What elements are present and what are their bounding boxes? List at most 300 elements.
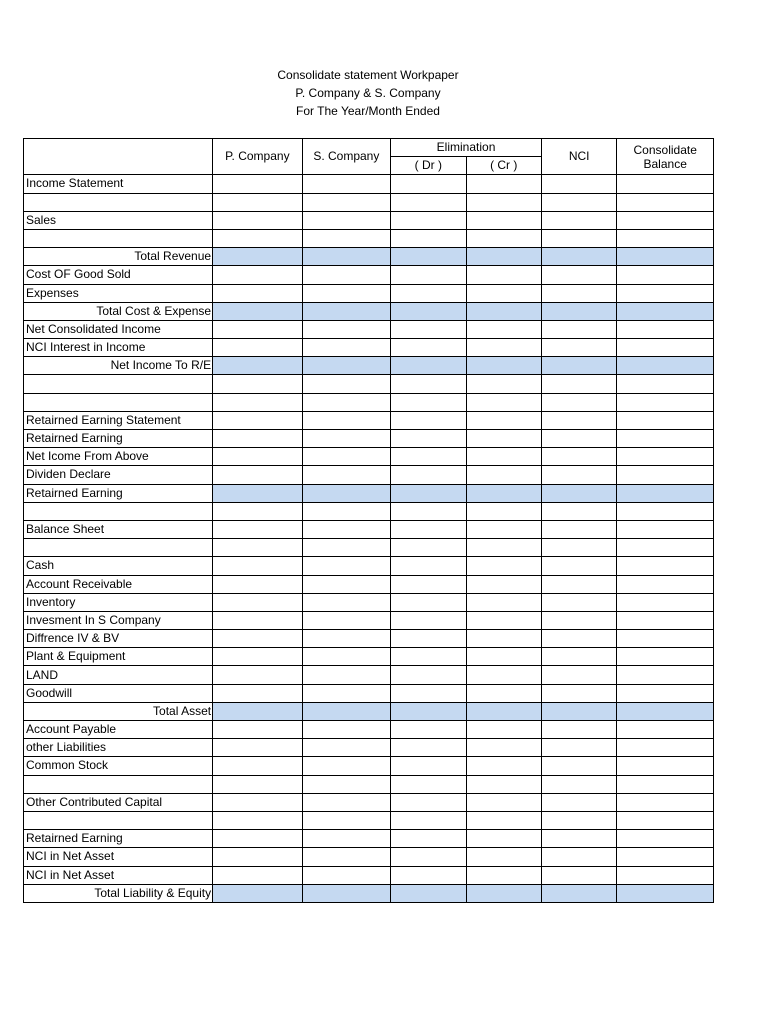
consolidate-balance-cell[interactable] bbox=[617, 375, 714, 393]
s-company-cell[interactable] bbox=[302, 430, 391, 448]
dr-cell[interactable] bbox=[391, 266, 466, 284]
dr-cell[interactable] bbox=[391, 320, 466, 338]
table-row bbox=[24, 611, 714, 629]
dr-cell[interactable] bbox=[391, 284, 466, 302]
worksheet-period: For The Year/Month Ended bbox=[296, 104, 440, 118]
nci-cell[interactable] bbox=[541, 848, 616, 866]
dr-cell[interactable] bbox=[391, 557, 466, 575]
account-label: Retairned Earning Statement bbox=[24, 411, 213, 429]
cr-cell[interactable] bbox=[466, 211, 541, 229]
dr-cell[interactable] bbox=[391, 302, 466, 320]
s-company-cell[interactable] bbox=[302, 484, 391, 502]
s-company-cell[interactable] bbox=[302, 502, 391, 520]
account-label: Inventory bbox=[24, 593, 213, 611]
s-company-cell[interactable] bbox=[302, 611, 391, 629]
dr-cell[interactable] bbox=[391, 666, 466, 684]
cr-cell[interactable] bbox=[466, 684, 541, 702]
nci-cell[interactable] bbox=[541, 175, 616, 193]
s-company-cell[interactable] bbox=[302, 448, 391, 466]
dr-cell[interactable] bbox=[391, 702, 466, 720]
nci-cell[interactable] bbox=[541, 557, 616, 575]
s-company-cell[interactable] bbox=[302, 393, 391, 411]
dr-cell[interactable] bbox=[391, 175, 466, 193]
consolidate-balance-cell[interactable] bbox=[617, 557, 714, 575]
account-label bbox=[24, 375, 213, 393]
consolidate-balance-cell[interactable] bbox=[617, 393, 714, 411]
account-label bbox=[24, 193, 213, 211]
consolidate-balance-cell[interactable] bbox=[617, 811, 714, 829]
p-company-cell[interactable] bbox=[213, 320, 303, 338]
table-row bbox=[24, 466, 714, 484]
p-company-cell[interactable] bbox=[213, 721, 303, 739]
account-label bbox=[24, 393, 213, 411]
nci-cell[interactable] bbox=[541, 539, 616, 557]
cr-cell[interactable] bbox=[466, 411, 541, 429]
p-company-cell[interactable] bbox=[213, 666, 303, 684]
consolidate-balance-cell[interactable] bbox=[617, 266, 714, 284]
dr-cell[interactable] bbox=[391, 448, 466, 466]
s-company-cell[interactable] bbox=[302, 211, 391, 229]
p-company-cell[interactable] bbox=[213, 502, 303, 520]
consolidate-balance-cell[interactable] bbox=[617, 721, 714, 739]
s-company-cell[interactable] bbox=[302, 757, 391, 775]
s-company-cell[interactable] bbox=[302, 775, 391, 793]
nci-cell[interactable] bbox=[541, 302, 616, 320]
s-company-cell[interactable] bbox=[302, 266, 391, 284]
nci-cell[interactable] bbox=[541, 811, 616, 829]
dr-cell[interactable] bbox=[391, 830, 466, 848]
table-row bbox=[24, 593, 714, 611]
s-company-cell[interactable] bbox=[302, 811, 391, 829]
dr-cell[interactable] bbox=[391, 884, 466, 902]
consolidate-balance-cell[interactable] bbox=[617, 320, 714, 338]
balance-label: Balance bbox=[643, 156, 687, 171]
cr-cell[interactable] bbox=[466, 484, 541, 502]
consolidate-balance-cell[interactable] bbox=[617, 793, 714, 811]
p-company-cell[interactable] bbox=[213, 575, 303, 593]
table-row bbox=[24, 430, 714, 448]
s-company-cell[interactable] bbox=[302, 739, 391, 757]
s-company-cell[interactable] bbox=[302, 229, 391, 247]
table-row bbox=[24, 248, 714, 266]
dr-cell[interactable] bbox=[391, 502, 466, 520]
p-company-cell[interactable] bbox=[213, 357, 303, 375]
table-row bbox=[24, 721, 714, 739]
p-company-cell[interactable] bbox=[213, 484, 303, 502]
dr-cell[interactable] bbox=[391, 193, 466, 211]
nci-cell[interactable] bbox=[541, 721, 616, 739]
s-company-cell[interactable] bbox=[302, 466, 391, 484]
s-company-cell[interactable] bbox=[302, 830, 391, 848]
nci-cell[interactable] bbox=[541, 702, 616, 720]
p-company-cell[interactable] bbox=[213, 775, 303, 793]
nci-cell[interactable] bbox=[541, 211, 616, 229]
s-company-cell[interactable] bbox=[302, 848, 391, 866]
p-company-cell[interactable] bbox=[213, 630, 303, 648]
nci-cell[interactable] bbox=[541, 357, 616, 375]
p-company-cell[interactable] bbox=[213, 248, 303, 266]
cr-cell[interactable] bbox=[466, 339, 541, 357]
consolidate-balance-cell[interactable] bbox=[617, 866, 714, 884]
dr-cell[interactable] bbox=[391, 211, 466, 229]
dr-cell[interactable] bbox=[391, 684, 466, 702]
cr-cell[interactable] bbox=[466, 811, 541, 829]
nci-cell[interactable] bbox=[541, 375, 616, 393]
s-company-cell[interactable] bbox=[302, 684, 391, 702]
table-row bbox=[24, 375, 714, 393]
dr-cell[interactable] bbox=[391, 575, 466, 593]
dr-cell[interactable] bbox=[391, 539, 466, 557]
account-label: Retairned Earning bbox=[24, 484, 213, 502]
nci-cell[interactable] bbox=[541, 320, 616, 338]
p-company-cell[interactable] bbox=[213, 430, 303, 448]
account-label: Expenses bbox=[24, 284, 213, 302]
cr-cell[interactable] bbox=[466, 229, 541, 247]
consolidate-balance-cell[interactable] bbox=[617, 593, 714, 611]
nci-cell[interactable] bbox=[541, 502, 616, 520]
cr-cell[interactable] bbox=[466, 448, 541, 466]
s-company-cell[interactable] bbox=[302, 630, 391, 648]
account-label bbox=[24, 775, 213, 793]
nci-cell[interactable] bbox=[541, 739, 616, 757]
table-row bbox=[24, 811, 714, 829]
table-row bbox=[24, 830, 714, 848]
p-company-cell[interactable] bbox=[213, 593, 303, 611]
p-company-cell[interactable] bbox=[213, 211, 303, 229]
s-company-cell[interactable] bbox=[302, 520, 391, 538]
p-company-cell[interactable] bbox=[213, 302, 303, 320]
account-label: Total Revenue bbox=[24, 248, 213, 266]
table-row bbox=[24, 557, 714, 575]
cr-cell[interactable] bbox=[466, 302, 541, 320]
cr-cell[interactable] bbox=[466, 175, 541, 193]
p-company-cell[interactable] bbox=[213, 393, 303, 411]
nci-cell[interactable] bbox=[541, 411, 616, 429]
table-row bbox=[24, 484, 714, 502]
consolidate-balance-cell[interactable] bbox=[617, 666, 714, 684]
s-company-cell[interactable] bbox=[302, 339, 391, 357]
nci-cell[interactable] bbox=[541, 793, 616, 811]
consolidate-balance-cell[interactable] bbox=[617, 484, 714, 502]
cr-cell[interactable] bbox=[466, 520, 541, 538]
nci-cell[interactable] bbox=[541, 775, 616, 793]
cr-cell[interactable] bbox=[466, 793, 541, 811]
table-row bbox=[24, 884, 714, 902]
p-company-cell[interactable] bbox=[213, 520, 303, 538]
consolidate-balance-cell[interactable] bbox=[617, 702, 714, 720]
account-label bbox=[24, 502, 213, 520]
cr-cell[interactable] bbox=[466, 466, 541, 484]
dr-cell[interactable] bbox=[391, 484, 466, 502]
account-label: Balance Sheet bbox=[24, 520, 213, 538]
consolidate-balance-cell[interactable] bbox=[617, 466, 714, 484]
dr-cell[interactable] bbox=[391, 811, 466, 829]
cr-cell[interactable] bbox=[466, 502, 541, 520]
s-company-cell[interactable] bbox=[302, 320, 391, 338]
dr-cell[interactable] bbox=[391, 375, 466, 393]
table-row bbox=[24, 393, 714, 411]
p-company-cell[interactable] bbox=[213, 448, 303, 466]
dr-cell[interactable] bbox=[391, 866, 466, 884]
nci-cell[interactable] bbox=[541, 430, 616, 448]
table-row bbox=[24, 848, 714, 866]
elimination-column-header: Elimination bbox=[391, 139, 542, 157]
consolidate-balance-cell[interactable] bbox=[617, 630, 714, 648]
dr-cell[interactable] bbox=[391, 739, 466, 757]
consolidate-balance-cell[interactable] bbox=[617, 211, 714, 229]
consolidate-balance-cell[interactable] bbox=[617, 248, 714, 266]
account-label: Net Icome From Above bbox=[24, 448, 213, 466]
consolidate-balance-cell[interactable] bbox=[617, 175, 714, 193]
nci-cell[interactable] bbox=[541, 339, 616, 357]
p-company-cell[interactable] bbox=[213, 466, 303, 484]
account-label: Goodwill bbox=[24, 684, 213, 702]
p-company-cell[interactable] bbox=[213, 884, 303, 902]
cr-cell[interactable] bbox=[466, 630, 541, 648]
cr-cell[interactable] bbox=[466, 430, 541, 448]
nci-cell[interactable] bbox=[541, 757, 616, 775]
s-company-cell[interactable] bbox=[302, 721, 391, 739]
dr-cell[interactable] bbox=[391, 648, 466, 666]
s-company-cell[interactable] bbox=[302, 793, 391, 811]
cr-cell[interactable] bbox=[466, 575, 541, 593]
nci-cell[interactable] bbox=[541, 520, 616, 538]
cr-cell[interactable] bbox=[466, 284, 541, 302]
cr-cell[interactable] bbox=[466, 739, 541, 757]
nci-cell[interactable] bbox=[541, 593, 616, 611]
consolidate-balance-cell[interactable] bbox=[617, 848, 714, 866]
consolidate-balance-cell[interactable] bbox=[617, 284, 714, 302]
s-company-cell[interactable] bbox=[302, 557, 391, 575]
consolidate-balance-cell[interactable] bbox=[617, 884, 714, 902]
cr-cell[interactable] bbox=[466, 848, 541, 866]
s-company-cell[interactable] bbox=[302, 193, 391, 211]
table-row bbox=[24, 648, 714, 666]
table-row bbox=[24, 575, 714, 593]
nci-cell[interactable] bbox=[541, 448, 616, 466]
dr-cell[interactable] bbox=[391, 339, 466, 357]
account-column-header bbox=[24, 139, 213, 175]
s-company-cell[interactable] bbox=[302, 575, 391, 593]
s-company-cell[interactable] bbox=[302, 302, 391, 320]
consolidate-balance-cell[interactable] bbox=[617, 520, 714, 538]
consolidate-balance-cell[interactable] bbox=[617, 339, 714, 357]
p-company-cell[interactable] bbox=[213, 284, 303, 302]
p-company-cell[interactable] bbox=[213, 811, 303, 829]
consolidate-balance-cell[interactable] bbox=[617, 830, 714, 848]
dr-cell[interactable] bbox=[391, 411, 466, 429]
consolidate-balance-cell[interactable] bbox=[617, 739, 714, 757]
account-label: Net Consolidated Income bbox=[24, 320, 213, 338]
cr-cell[interactable] bbox=[466, 775, 541, 793]
consolidate-balance-cell[interactable] bbox=[617, 648, 714, 666]
p-company-cell[interactable] bbox=[213, 193, 303, 211]
s-company-cell[interactable] bbox=[302, 375, 391, 393]
s-company-cell[interactable] bbox=[302, 284, 391, 302]
dr-cell[interactable] bbox=[391, 430, 466, 448]
p-company-cell[interactable] bbox=[213, 739, 303, 757]
table-row bbox=[24, 211, 714, 229]
dr-cell[interactable] bbox=[391, 520, 466, 538]
table-row bbox=[24, 339, 714, 357]
s-company-cell[interactable] bbox=[302, 248, 391, 266]
dr-cell[interactable] bbox=[391, 848, 466, 866]
cr-cell[interactable] bbox=[466, 248, 541, 266]
nci-cell[interactable] bbox=[541, 575, 616, 593]
p-company-cell[interactable] bbox=[213, 375, 303, 393]
cr-cell[interactable] bbox=[466, 593, 541, 611]
consolidate-balance-cell[interactable] bbox=[617, 575, 714, 593]
account-label: LAND bbox=[24, 666, 213, 684]
p-company-cell[interactable] bbox=[213, 557, 303, 575]
cr-cell[interactable] bbox=[466, 648, 541, 666]
account-label: Total Cost & Expense bbox=[24, 302, 213, 320]
p-company-cell[interactable] bbox=[213, 175, 303, 193]
dr-cell[interactable] bbox=[391, 229, 466, 247]
cr-cell[interactable] bbox=[466, 866, 541, 884]
consolidate-balance-cell[interactable] bbox=[617, 430, 714, 448]
consolidate-balance-cell[interactable] bbox=[617, 193, 714, 211]
account-label bbox=[24, 229, 213, 247]
cr-cell[interactable] bbox=[466, 193, 541, 211]
p-company-cell[interactable] bbox=[213, 830, 303, 848]
cr-cell[interactable] bbox=[466, 320, 541, 338]
dr-cell[interactable] bbox=[391, 593, 466, 611]
consolidate-balance-cell[interactable] bbox=[617, 775, 714, 793]
p-company-cell[interactable] bbox=[213, 339, 303, 357]
cr-cell[interactable] bbox=[466, 830, 541, 848]
nci-cell[interactable] bbox=[541, 630, 616, 648]
cr-cell[interactable] bbox=[466, 757, 541, 775]
s-company-cell[interactable] bbox=[302, 411, 391, 429]
p-company-cell[interactable] bbox=[213, 702, 303, 720]
p-company-cell[interactable] bbox=[213, 684, 303, 702]
dr-cell[interactable] bbox=[391, 357, 466, 375]
workpaper-body bbox=[24, 175, 714, 903]
consolidate-balance-cell[interactable] bbox=[617, 611, 714, 629]
dr-cell[interactable] bbox=[391, 611, 466, 629]
p-company-cell[interactable] bbox=[213, 793, 303, 811]
cr-cell[interactable] bbox=[466, 375, 541, 393]
nci-cell[interactable] bbox=[541, 229, 616, 247]
cr-cell[interactable] bbox=[466, 539, 541, 557]
nci-cell[interactable] bbox=[541, 284, 616, 302]
p-company-cell[interactable] bbox=[213, 848, 303, 866]
s-company-column-header: S. Company bbox=[302, 139, 391, 175]
consolidate-balance-cell[interactable] bbox=[617, 684, 714, 702]
consolidate-balance-cell[interactable] bbox=[617, 229, 714, 247]
p-company-cell[interactable] bbox=[213, 539, 303, 557]
table-row bbox=[24, 175, 714, 193]
cr-column-header: ( Cr ) bbox=[466, 157, 541, 175]
cr-cell[interactable] bbox=[466, 357, 541, 375]
nci-cell[interactable] bbox=[541, 684, 616, 702]
consolidate-balance-cell[interactable] bbox=[617, 502, 714, 520]
dr-cell[interactable] bbox=[391, 757, 466, 775]
consolidation-workpaper-table bbox=[23, 138, 714, 903]
cr-cell[interactable] bbox=[466, 557, 541, 575]
cr-cell[interactable] bbox=[466, 702, 541, 720]
p-company-cell[interactable] bbox=[213, 866, 303, 884]
nci-cell[interactable] bbox=[541, 266, 616, 284]
dr-cell[interactable] bbox=[391, 630, 466, 648]
dr-cell[interactable] bbox=[391, 721, 466, 739]
dr-cell[interactable] bbox=[391, 248, 466, 266]
nci-cell[interactable] bbox=[541, 830, 616, 848]
p-company-cell[interactable] bbox=[213, 411, 303, 429]
p-company-cell[interactable] bbox=[213, 266, 303, 284]
consolidate-balance-cell[interactable] bbox=[617, 357, 714, 375]
nci-cell[interactable] bbox=[541, 248, 616, 266]
account-label: Invesment In S Company bbox=[24, 611, 213, 629]
account-label: Sales bbox=[24, 211, 213, 229]
consolidate-balance-cell[interactable] bbox=[617, 757, 714, 775]
account-label: Cash bbox=[24, 557, 213, 575]
account-label bbox=[24, 539, 213, 557]
cr-cell[interactable] bbox=[466, 393, 541, 411]
consolidate-balance-cell[interactable] bbox=[617, 411, 714, 429]
nci-cell[interactable] bbox=[541, 666, 616, 684]
cr-cell[interactable] bbox=[466, 721, 541, 739]
nci-cell[interactable] bbox=[541, 466, 616, 484]
cr-cell[interactable] bbox=[466, 884, 541, 902]
account-label: Other Contributed Capital bbox=[24, 793, 213, 811]
nci-cell[interactable] bbox=[541, 648, 616, 666]
dr-cell[interactable] bbox=[391, 393, 466, 411]
table-row bbox=[24, 502, 714, 520]
account-label: Account Receivable bbox=[24, 575, 213, 593]
p-company-cell[interactable] bbox=[213, 648, 303, 666]
nci-cell[interactable] bbox=[541, 193, 616, 211]
s-company-cell[interactable] bbox=[302, 593, 391, 611]
worksheet-header bbox=[0, 66, 736, 120]
nci-cell[interactable] bbox=[541, 611, 616, 629]
dr-cell[interactable] bbox=[391, 775, 466, 793]
s-company-cell[interactable] bbox=[302, 648, 391, 666]
p-company-cell[interactable] bbox=[213, 229, 303, 247]
consolidate-balance-cell[interactable] bbox=[617, 302, 714, 320]
nci-cell[interactable] bbox=[541, 884, 616, 902]
cr-cell[interactable] bbox=[466, 611, 541, 629]
s-company-cell[interactable] bbox=[302, 357, 391, 375]
p-company-cell[interactable] bbox=[213, 757, 303, 775]
table-row bbox=[24, 539, 714, 557]
table-row bbox=[24, 284, 714, 302]
table-row bbox=[24, 193, 714, 211]
nci-cell[interactable] bbox=[541, 393, 616, 411]
s-company-cell[interactable] bbox=[302, 666, 391, 684]
cr-cell[interactable] bbox=[466, 666, 541, 684]
cr-cell[interactable] bbox=[466, 266, 541, 284]
header-row-top bbox=[24, 139, 714, 157]
account-label: NCI in Net Asset bbox=[24, 866, 213, 884]
consolidate-balance-cell[interactable] bbox=[617, 539, 714, 557]
consolidate-balance-cell[interactable] bbox=[617, 448, 714, 466]
s-company-cell[interactable] bbox=[302, 866, 391, 884]
p-company-cell[interactable] bbox=[213, 611, 303, 629]
nci-cell[interactable] bbox=[541, 866, 616, 884]
s-company-cell[interactable] bbox=[302, 539, 391, 557]
consolidate-balance-column-header bbox=[617, 139, 714, 175]
s-company-cell[interactable] bbox=[302, 702, 391, 720]
account-label: other Liabilities bbox=[24, 739, 213, 757]
dr-cell[interactable] bbox=[391, 466, 466, 484]
s-company-cell[interactable] bbox=[302, 884, 391, 902]
s-company-cell[interactable] bbox=[302, 175, 391, 193]
nci-cell[interactable] bbox=[541, 484, 616, 502]
dr-cell[interactable] bbox=[391, 793, 466, 811]
account-label: Net Income To R/E bbox=[24, 357, 213, 375]
